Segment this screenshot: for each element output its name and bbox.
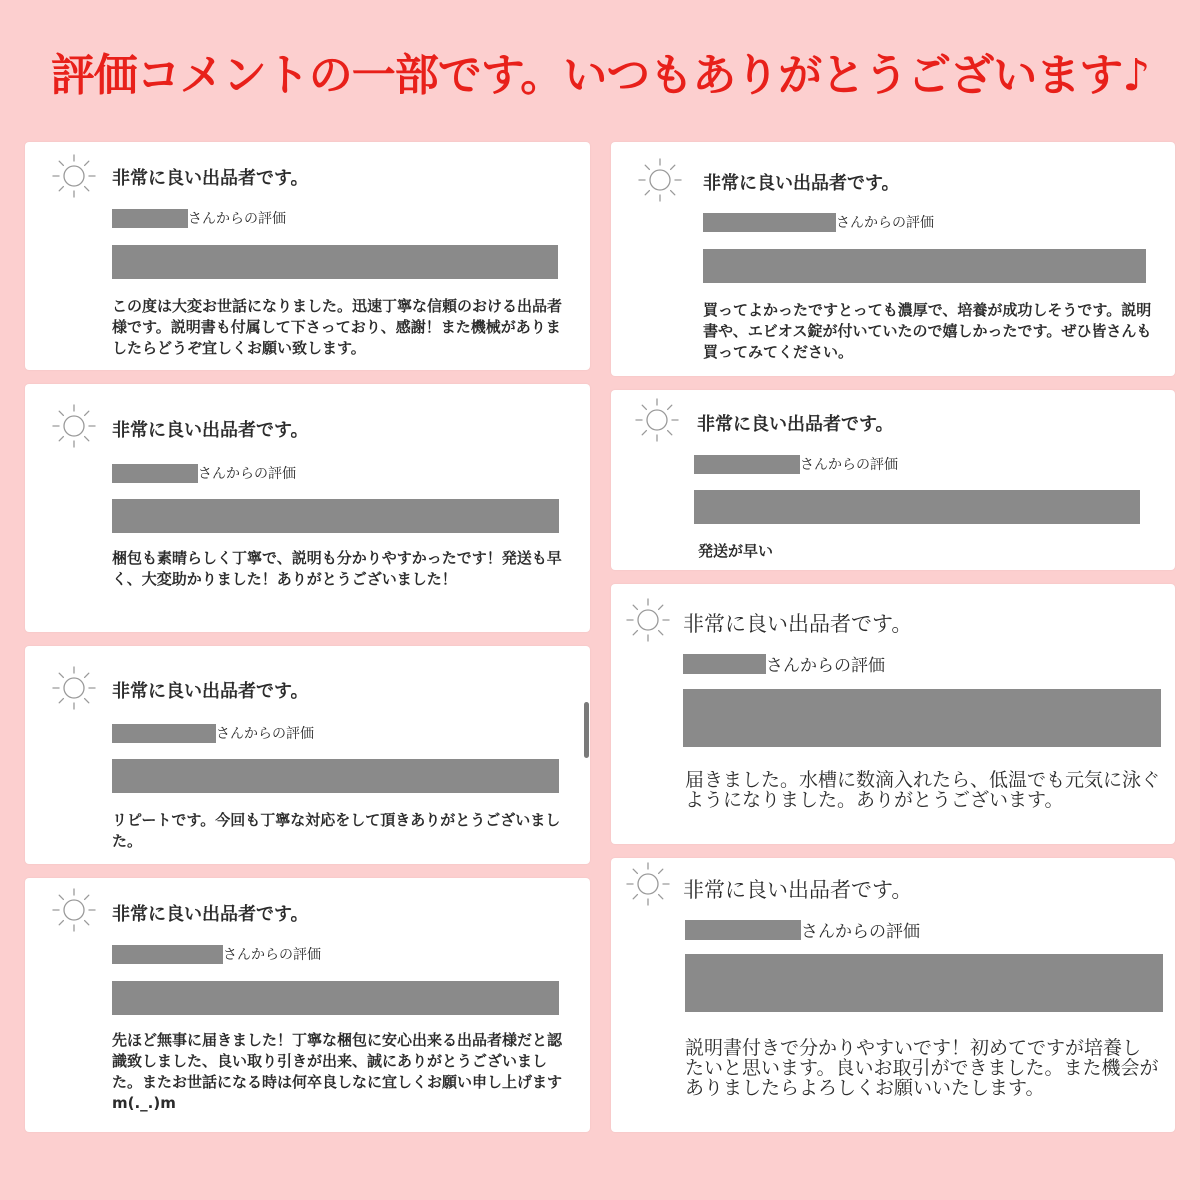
redacted-block	[112, 245, 558, 279]
sun-icon	[624, 596, 672, 644]
reviewer-line	[112, 944, 321, 964]
reviewer-name-redacted	[685, 920, 801, 940]
reviewer-line	[112, 208, 286, 228]
page-title: 評価コメントの一部です。いつもありがとうございます♪	[50, 50, 1150, 101]
review-card	[25, 384, 590, 632]
review-card	[25, 878, 590, 1132]
review-heading: 非常に良い出品者です。	[683, 612, 913, 636]
reviewer-suffix: さんからの評価	[766, 656, 885, 676]
review-card	[25, 142, 590, 370]
review-card	[611, 142, 1175, 376]
sun-icon	[633, 396, 681, 444]
review-comment: 買ってよかったですとっても濃厚で、培養が成功しそうです。説明書や、エビオス錠が付いていたので嬉しかったです。ぜひ皆さんも買ってみてください。	[703, 301, 1152, 361]
review-comment: この度は大変お世話になりました。迅速丁寧な信頼のおける出品者様です。説明書も付属して下さっており、感謝！また機械がありましたらどうぞ宜しくお願い致します。	[112, 297, 563, 357]
review-card	[611, 390, 1175, 570]
reviewer-name-redacted	[112, 724, 216, 743]
reviewer-line	[112, 723, 314, 743]
reviewer-suffix: さんからの評価	[198, 466, 296, 482]
reviewer-suffix: さんからの評価	[216, 726, 314, 742]
review-comment: 先ほど無事に届きました！丁寧な梱包に安心出来る出品者様だと認識致しました、良い取り引きが出来、誠にありがとうございました。またお世話になる時は何卒良しなに宜しくお願い申し上げますm(._.)m	[112, 1031, 563, 1112]
redacted-block	[112, 759, 559, 793]
redacted-block	[112, 499, 559, 533]
redacted-block	[112, 981, 559, 1015]
scrollbar-thumb[interactable]	[584, 702, 589, 758]
review-heading: 非常に良い出品者です。	[112, 681, 309, 702]
redacted-block	[703, 249, 1146, 283]
reviewer-name-redacted	[112, 209, 188, 228]
sun-icon	[50, 886, 98, 934]
reviewer-suffix: さんからの評価	[801, 922, 920, 942]
reviewer-name-redacted	[683, 654, 766, 674]
review-comment: リピートです。今回も丁寧な対応をして頂きありがとうございました。	[112, 811, 561, 850]
sun-icon	[636, 156, 684, 204]
redacted-block	[694, 490, 1140, 524]
review-heading: 非常に良い出品者です。	[683, 878, 913, 902]
review-comment: 梱包も素晴らしく丁寧で、説明も分かりやすかったです！発送も早く、大変助かりました！ありがとうございました！	[112, 549, 562, 588]
review-card	[611, 584, 1175, 844]
reviewer-line	[112, 463, 296, 483]
review-heading: 非常に良い出品者です。	[112, 168, 309, 189]
review-heading: 非常に良い出品者です。	[703, 173, 900, 194]
review-heading: 非常に良い出品者です。	[112, 904, 309, 925]
reviewer-name-redacted	[703, 213, 836, 232]
reviewer-line	[683, 651, 885, 676]
reviewer-name-redacted	[112, 464, 198, 483]
reviewer-suffix: さんからの評価	[223, 947, 321, 963]
reviewer-name-redacted	[112, 945, 223, 964]
sun-icon	[50, 152, 98, 200]
reviewer-suffix: さんからの評価	[800, 457, 898, 473]
sun-icon	[50, 402, 98, 450]
review-comment: 説明書付きで分かりやすいです！初めてですが培養したいと思います。良いお取引ができました。また機会がありましたらよろしくお願いいたします。	[685, 1037, 1159, 1099]
review-comment: 届きました。水槽に数滴入れたら、低温でも元気に泳ぐようになりました。ありがとうございます。	[685, 769, 1161, 811]
sun-icon	[50, 664, 98, 712]
review-comment: 発送が早い	[698, 542, 774, 560]
reviewer-line	[703, 212, 934, 232]
redacted-block	[683, 689, 1161, 747]
sun-icon	[624, 860, 672, 908]
reviewer-line	[694, 454, 898, 474]
reviewer-suffix: さんからの評価	[188, 211, 286, 227]
reviewer-name-redacted	[694, 455, 800, 474]
reviewer-line	[685, 917, 920, 942]
review-heading: 非常に良い出品者です。	[697, 414, 894, 435]
review-card	[611, 858, 1175, 1132]
review-card	[25, 646, 590, 864]
redacted-block	[685, 954, 1163, 1012]
reviewer-suffix: さんからの評価	[836, 215, 934, 231]
review-heading: 非常に良い出品者です。	[112, 420, 309, 441]
